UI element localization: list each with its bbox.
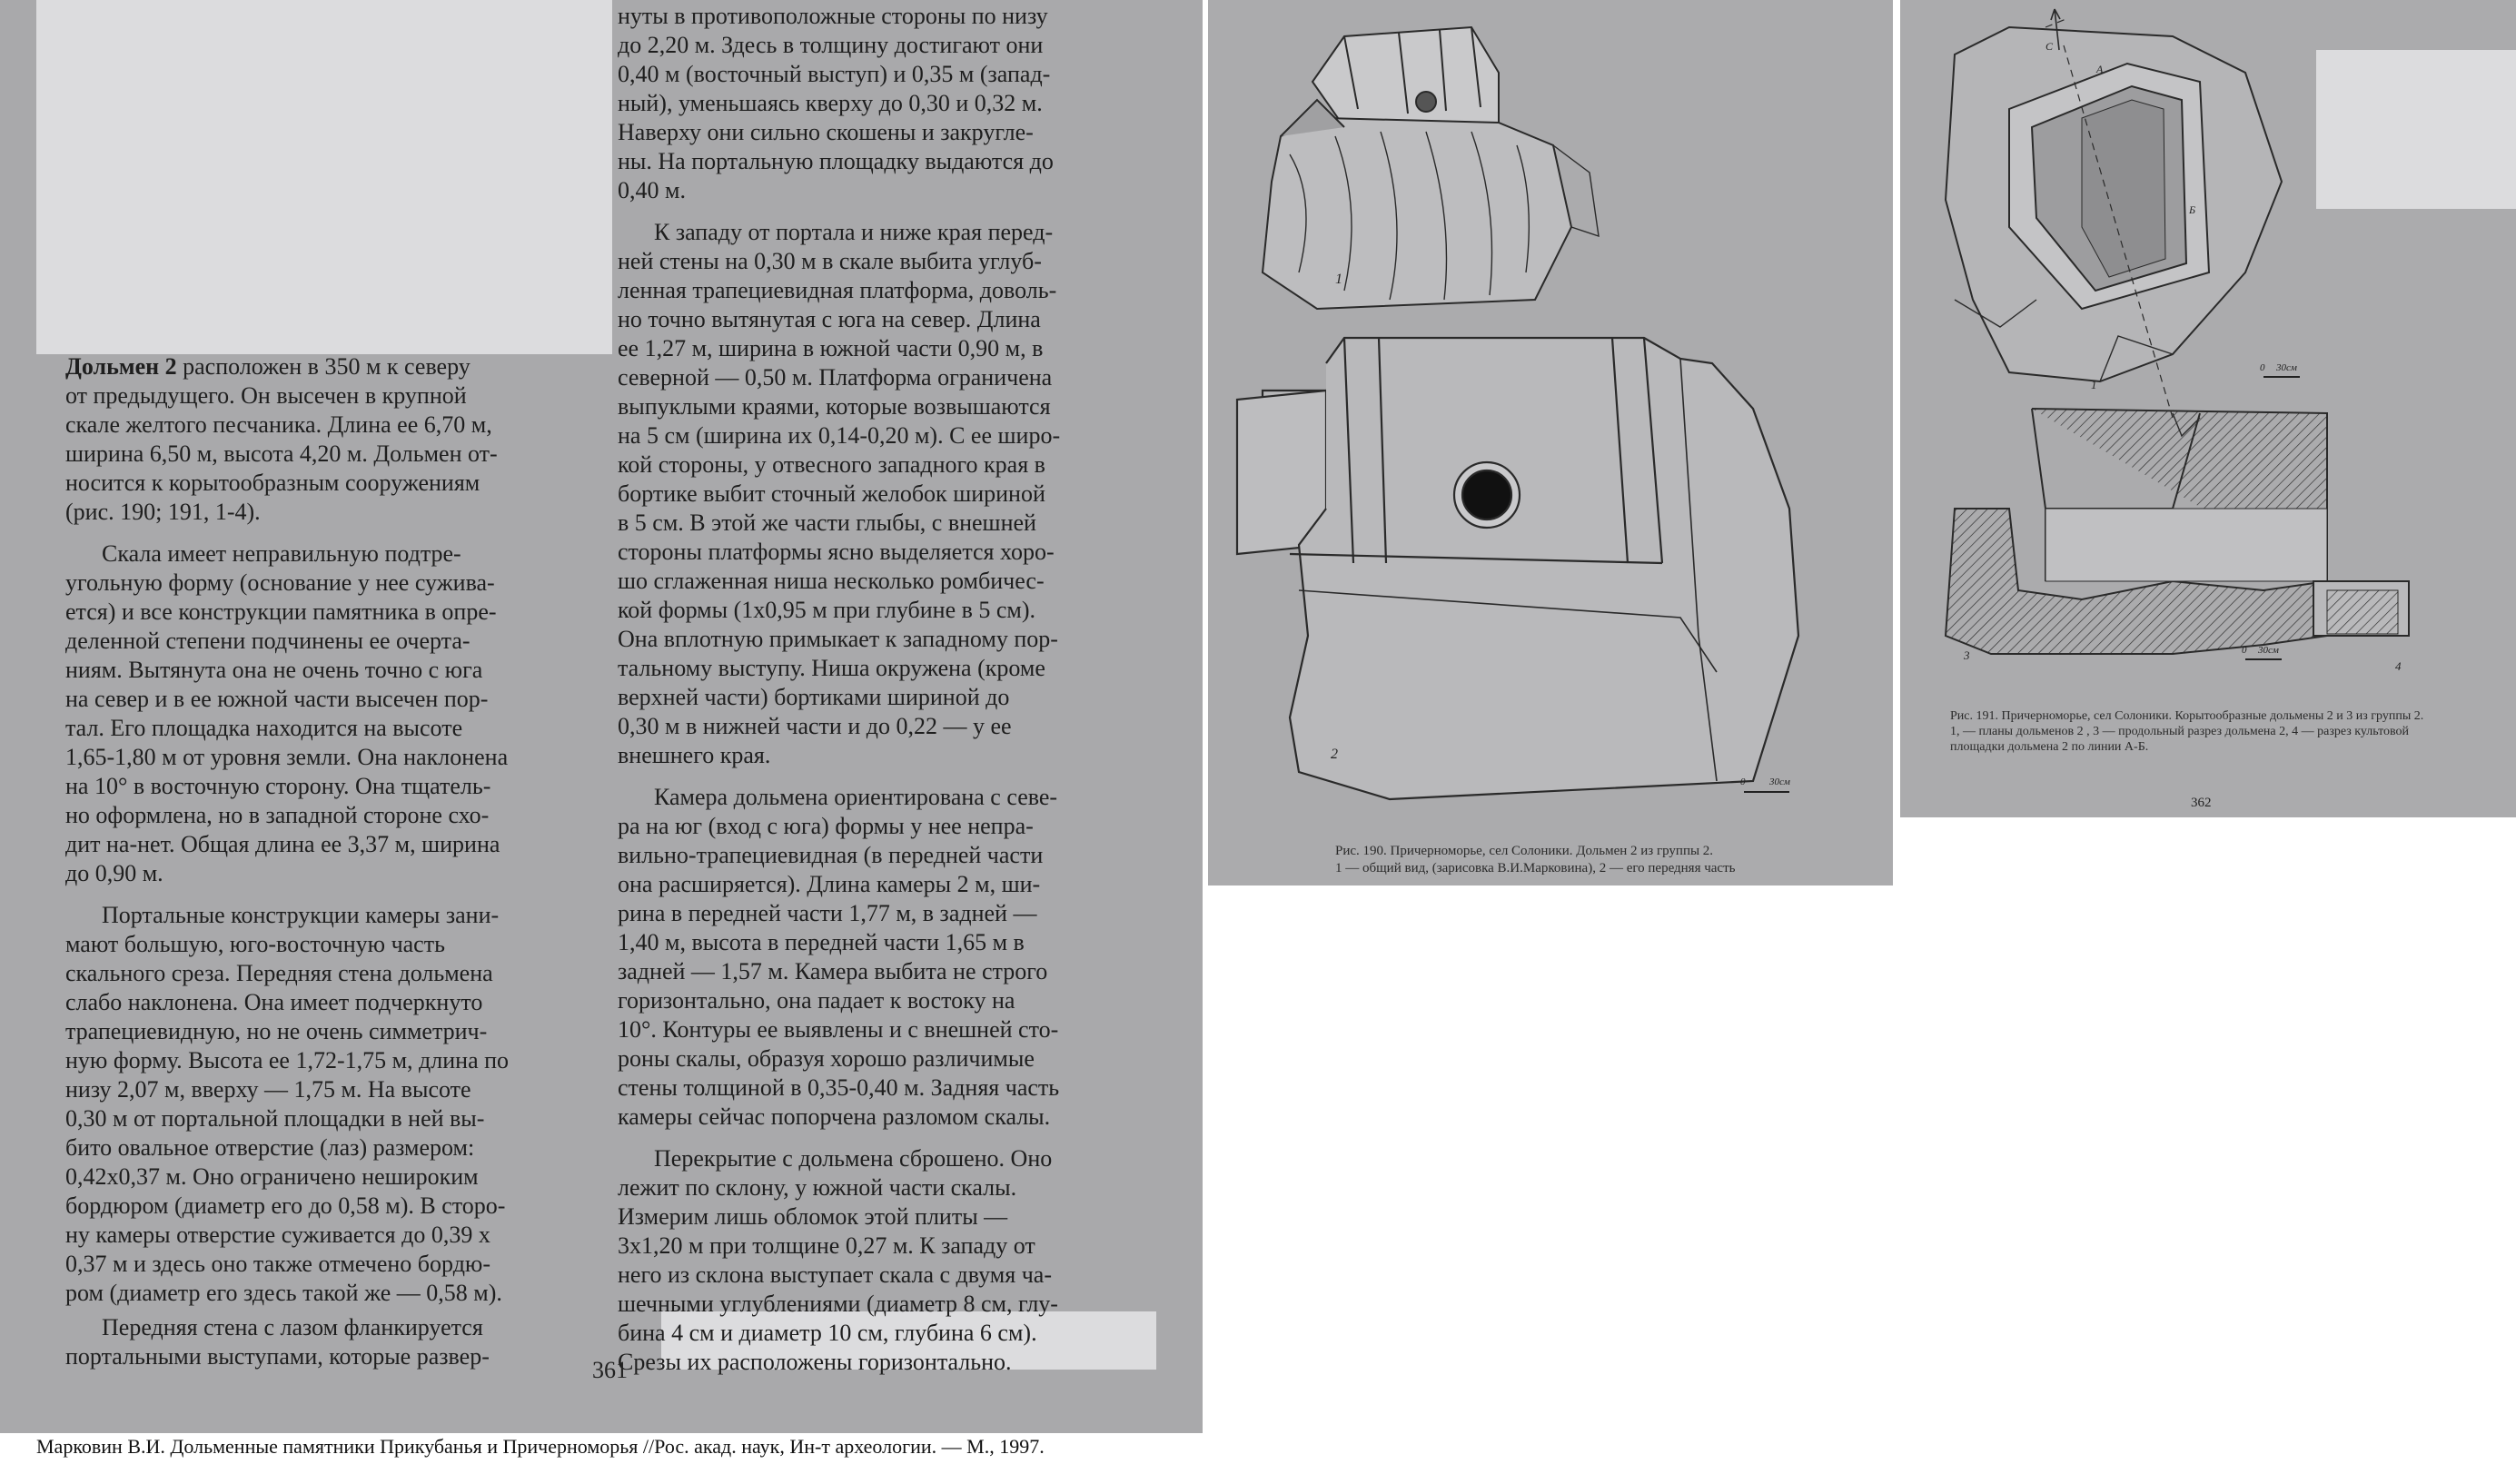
caption-line: 1, — планы дольменов 2 , 3 — продольный разрез дольмена 2, 4 — разрез культовой xyxy=(1950,725,2410,738)
caption-line: Рис. 190. Причерноморье, сел Солоники. Дольмен 2 из группы 2. xyxy=(1335,844,1714,858)
scale-zero: 0 xyxy=(2260,362,2265,373)
text-line: ется) и все конструкции памятника в опре- xyxy=(65,599,497,625)
letter-b: Б xyxy=(2189,203,2196,216)
text-line: выпуклыми краями, которые возвышаются xyxy=(618,393,1051,420)
figure-label-1: 1 xyxy=(1335,272,1342,287)
text-line: лежит по склону, у южной части скалы. xyxy=(618,1174,1017,1201)
text-line: Дольмен 2 расположен в 350 м к северу xyxy=(65,353,471,380)
text-line: ром (диаметр его здесь такой же — 0,58 м). xyxy=(65,1280,502,1306)
text-line: рина в передней части 1,77 м, в задней — xyxy=(618,900,1037,926)
figure-label-3: 3 xyxy=(1964,648,1970,662)
text-line: угольную форму (основание у нее сужива- xyxy=(65,569,495,596)
text-line: камеры сейчас попорчена разломом скалы. xyxy=(618,1103,1051,1130)
text-line: бина 4 см и диаметр 10 см, глубина 6 см). xyxy=(618,1320,1037,1346)
text-line: него из склона выступает скала с двумя ча- xyxy=(618,1261,1052,1288)
figure-label-2: 2 xyxy=(1331,747,1338,762)
caption-line: Рис. 191. Причерноморье, сел Солоники. Корытообразные дольмены 2 и 3 из группы 2. xyxy=(1950,709,2424,723)
text-line: низу 2,07 м, вверху — 1,75 м. На высоте xyxy=(65,1076,471,1103)
paragraph xyxy=(65,539,589,888)
text-line: трапециевидную, но не очень симметрич- xyxy=(65,1018,488,1044)
text-line: но точно вытянутая с юга на север. Длина xyxy=(618,306,1041,332)
letter-a: А xyxy=(2096,63,2104,75)
text-line: на 10° в восточную сторону. Она тщатель- xyxy=(65,773,491,799)
text-line: ленная трапециевидная платформа, доволь- xyxy=(618,277,1057,303)
page-number: 361 xyxy=(592,1357,628,1383)
text-line: тальному выступу. Ниша окружена (кроме xyxy=(618,655,1045,681)
text-line: ее 1,27 м, ширина в южной части 0,90 м, в xyxy=(618,335,1044,361)
scale-label: 30см xyxy=(2276,362,2297,373)
text-line: дит на-нет. Общая длина ее 3,37 м, ширина xyxy=(65,831,500,857)
text-line: Камера дольмена ориентирована с севе- xyxy=(654,784,1058,810)
figure-page-190 xyxy=(1208,0,1893,885)
paragraph xyxy=(618,783,1126,1132)
text-column-right xyxy=(618,2,1126,1377)
text-line: Она вплотную примыкает к западному пор- xyxy=(618,626,1058,652)
text-line: 0,40 м (восточный выступ) и 0,35 м (запад- xyxy=(618,61,1051,87)
scale-label: 30см xyxy=(1769,777,1790,787)
text-line: ный), уменьшаясь кверху до 0,30 и 0,32 м. xyxy=(618,90,1043,116)
text-line: бортике выбит сточный желобок шириной xyxy=(618,480,1045,507)
text-line: ра на юг (вход с юга) формы у нее непра- xyxy=(618,813,1034,839)
text-line: в 5 см. В этой же части глыбы, с внешней xyxy=(618,510,1036,536)
text-line: ну камеры отверстие суживается до 0,39 х xyxy=(65,1222,490,1248)
text-line: но оформлена, но в западной стороне схо- xyxy=(65,802,490,828)
text-line: деленной степени подчинены ее очерта- xyxy=(65,628,471,654)
text-column-left xyxy=(65,352,589,1371)
text-line: скального среза. Передняя стена дольмена xyxy=(65,960,493,986)
text-line: мают большую, юго-восточную часть xyxy=(65,931,445,957)
caption-line: площадки дольмена 2 по линии А-Б. xyxy=(1950,740,2149,754)
text-line: бито овальное отверстие (лаз) размером: xyxy=(65,1134,475,1161)
text-line: кой формы (1х0,95 м при глубине в 5 см). xyxy=(618,597,1036,623)
text-line: бордюром (диаметр его до 0,58 м). В сторо- xyxy=(65,1192,506,1219)
text-line: нуты в противоположные стороны по низу xyxy=(618,3,1048,29)
dolmen-plan xyxy=(1946,9,2282,418)
redaction-block-top xyxy=(36,0,612,354)
text-line: 1,65-1,80 м от уровня земли. Она наклонена xyxy=(65,744,509,770)
figure-190-drawing xyxy=(1208,0,1893,885)
paragraph xyxy=(65,901,589,1308)
text-line: стороны платформы ясно выделяется хоро- xyxy=(618,539,1055,565)
text-line: верхней части) бортиками шириной до xyxy=(618,684,1010,710)
text-line: 0,30 м в нижней части и до 0,22 — у ее xyxy=(618,713,1012,739)
text-line: 0,40 м. xyxy=(618,177,686,203)
text-line: портальными выступами, которые развер- xyxy=(65,1343,490,1370)
paragraph xyxy=(618,218,1126,770)
text-line: Перекрытие с дольмена сброшено. Оно xyxy=(654,1145,1053,1172)
text-line: ниям. Вытянута она не очень точно с юга xyxy=(65,657,483,683)
figure-190-caption xyxy=(1335,843,1844,877)
north-mark: С xyxy=(2045,40,2054,53)
text-line: К западу от портала и ниже края перед- xyxy=(654,219,1054,245)
text-line: до 0,90 м. xyxy=(65,860,163,886)
text-line: (рис. 190; 191, 1-4). xyxy=(65,499,261,525)
text-line: 1,40 м, высота в передней части 1,65 м в xyxy=(618,929,1025,955)
figure-label-4: 4 xyxy=(2395,659,2402,673)
text-line: на 5 см (ширина их 0,14-0,20 м). С ее широ- xyxy=(618,422,1061,449)
text-line: Портальные конструкции камеры зани- xyxy=(102,902,500,928)
text-line: слабо наклонена. Она имеет подчеркнуто xyxy=(65,989,483,1015)
text-line: северной — 0,50 м. Платформа ограничена xyxy=(618,364,1053,391)
text-line: тал. Его площадка находится на высоте xyxy=(65,715,463,741)
dolmen-sketch-general-view xyxy=(1263,27,1599,309)
text-line: роны скалы, образуя хорошо различимые xyxy=(618,1045,1035,1072)
page-number: 362 xyxy=(2191,796,2212,810)
scale-zero: 0 xyxy=(2242,645,2247,656)
figure-page-191 xyxy=(1900,0,2516,817)
paragraph xyxy=(618,1144,1126,1377)
text-line: шечными углублениями (диаметр 8 см, глу- xyxy=(618,1291,1058,1317)
text-line: Наверху они сильно скошены и закругле- xyxy=(618,119,1034,145)
text-line: стены толщиной в 0,35-0,40 м. Задняя часть xyxy=(618,1074,1060,1101)
text-line: носится к корытообразным сооружениям xyxy=(65,470,480,496)
caption-line: 1 — общий вид, (зарисовка В.И.Марковина), 2 — его передняя часть xyxy=(1335,861,1736,876)
bibliographic-citation: Марковин В.И. Дольменные памятники Прикубанья и Причерноморья //Рос. акад. наук, Ин-т археологии. — М., 1997. xyxy=(36,1435,1045,1458)
text-line: горизонтально, она падает к востоку на xyxy=(618,987,1015,1014)
figure-label-1: 1 xyxy=(2091,378,2097,391)
longitudinal-section xyxy=(1946,409,2409,654)
text-line: 0,30 м от портальной площадки в ней вы- xyxy=(65,1105,485,1132)
dolmen-front-drawing xyxy=(1237,338,1798,799)
text-line: кой стороны, у отвесного западного края в xyxy=(618,451,1045,478)
text-line: на север и в ее южной части высечен пор- xyxy=(65,686,489,712)
paragraph xyxy=(65,352,589,527)
text-line: до 2,20 м. Здесь в толщину достигают они xyxy=(618,32,1044,58)
text-line: Срезы их расположены горизонтально. xyxy=(618,1349,1012,1375)
text-line: Измерим лишь обломок этой плиты — xyxy=(618,1203,1008,1230)
text-line: задней — 1,57 м. Камера выбита не строго xyxy=(618,958,1048,984)
figure-191-drawing xyxy=(1900,0,2516,817)
text-line: Скала имеет неправильную подтре- xyxy=(102,540,461,567)
paragraph xyxy=(618,2,1126,205)
text-line: ширина 6,50 м, высота 4,20 м. Дольмен от- xyxy=(65,440,498,467)
text-line: 0,42х0,37 м. Оно ограничено нешироким xyxy=(65,1163,479,1190)
page-361 xyxy=(0,0,1203,1433)
text-line: 10°. Контуры ее выявлены и с внешней сто- xyxy=(618,1016,1059,1043)
text-line: она расширяется). Длина камеры 2 м, ши- xyxy=(618,871,1041,897)
text-line: внешнего края. xyxy=(618,742,771,768)
text-line: скале желтого песчаника. Длина ее 6,70 м, xyxy=(65,411,492,438)
scale-label: 30см xyxy=(2258,645,2279,656)
text-line: 0,37 м и здесь оно также отмечено бордю- xyxy=(65,1251,490,1277)
paragraph xyxy=(65,1313,589,1371)
figure-191-caption xyxy=(1950,708,2504,755)
text-line: от предыдущего. Он высечен в крупной xyxy=(65,382,467,409)
scale-zero: 0 xyxy=(1740,777,1746,787)
text-line: 3х1,20 м при толщине 0,27 м. К западу от xyxy=(618,1232,1035,1259)
text-line: Передняя стена с лазом фланкируется xyxy=(102,1314,483,1341)
text-line: вильно-трапециевидная (в передней части xyxy=(618,842,1044,868)
text-line: ны. На портальную площадку выдаются до xyxy=(618,148,1054,174)
text-line: шо сглаженная ниша несколько ромбичес- xyxy=(618,568,1045,594)
text-line: ней стены на 0,30 м в скале выбита углуб- xyxy=(618,248,1042,274)
text-line-rest: расположен в 350 м к северу xyxy=(183,353,471,380)
text-line: ную форму. Высота ее 1,72-1,75 м, длина по xyxy=(65,1047,510,1073)
